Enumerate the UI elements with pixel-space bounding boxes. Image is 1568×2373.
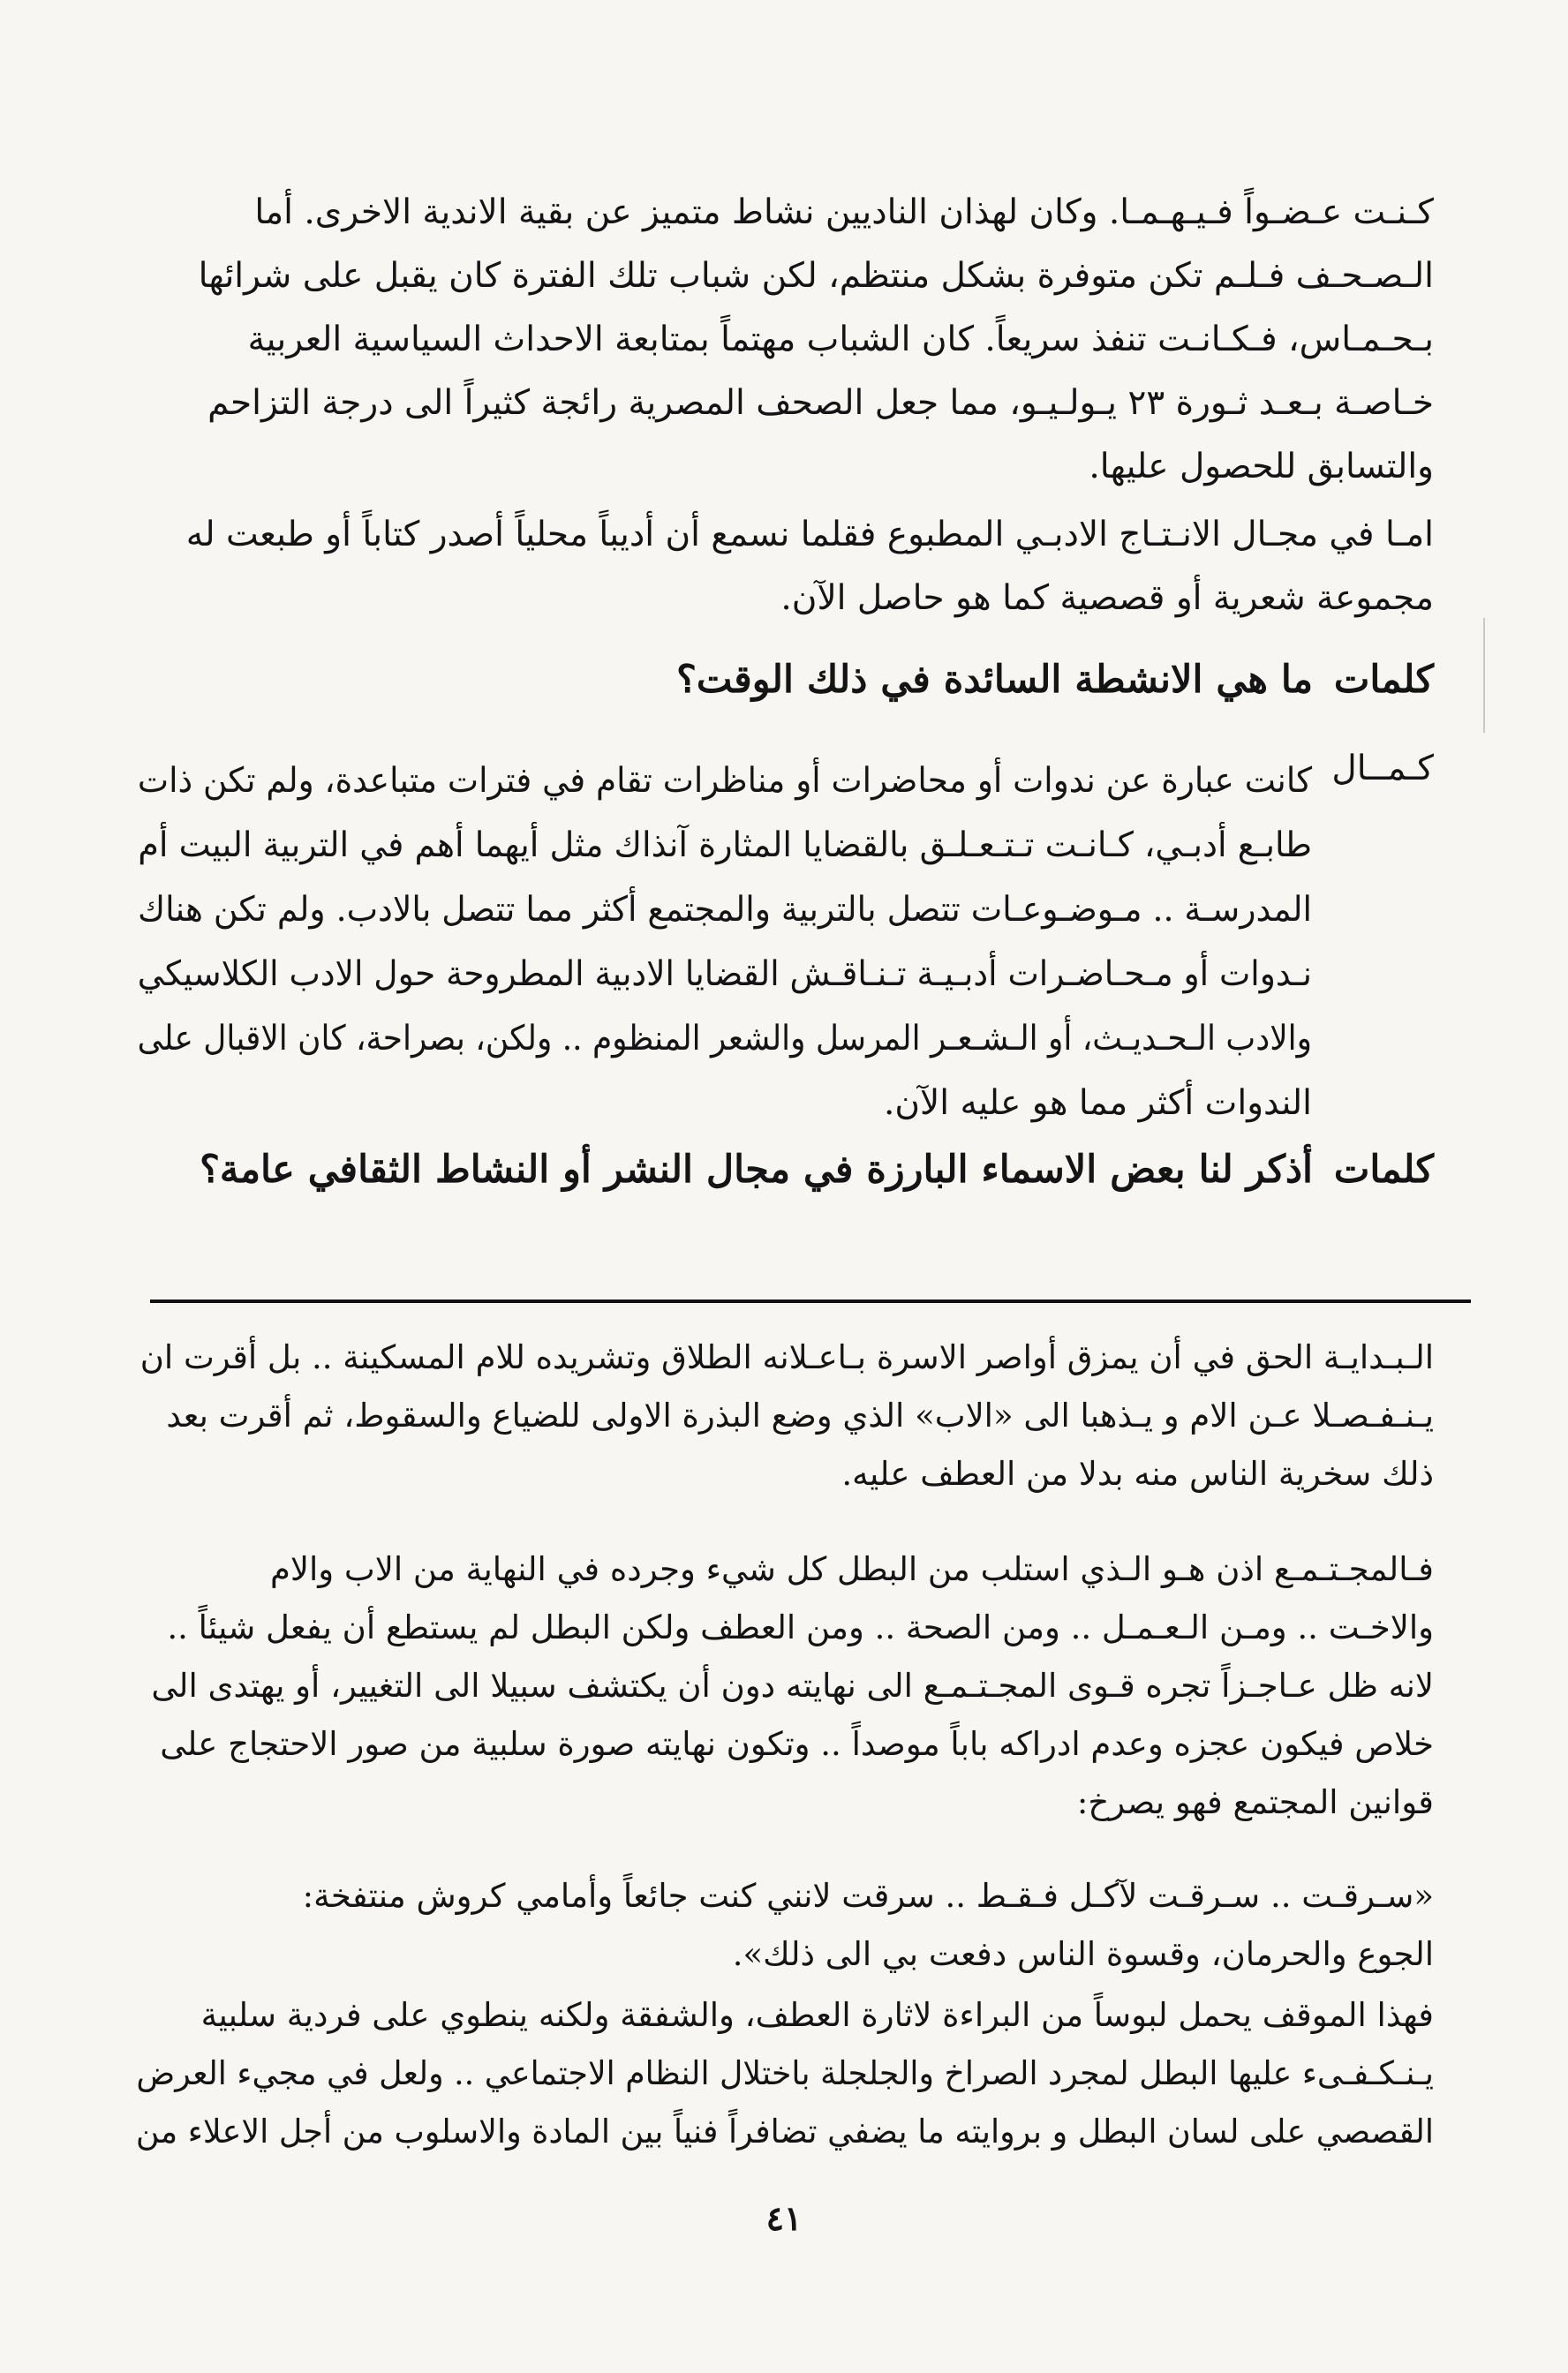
text-line: الجوع والحرمان، وقسوة الناس دفعت بي الى ذلك». [732, 1935, 1434, 1973]
speaker-label: كلمات [1333, 658, 1434, 702]
text-line: والادب الـحـديـث، أو الـشـعـر المرسل والشعر المنظوم .. ولكن، بصراحة، كان الاقبال على [137, 1019, 1312, 1058]
text-line: الندوات أكثر مما هو عليه الآن. [883, 1083, 1312, 1123]
publishing-paragraph [136, 503, 1434, 630]
text-line: الـبـدايـة الحق في أن يمزق أواصر الاسرة بـاعـلانه الطلاق وتشريده للام المسكينة .. بل أقرت ان [139, 1338, 1434, 1376]
text-line: المدرسـة .. مـوضـوعـات تتصل بالتربية والمجتمع أكثر مما تتصل بالادب. ولم تكن هناك [138, 890, 1312, 930]
page-number: ٤١ [765, 2198, 803, 2238]
text-line: لانه ظل عـاجـزاً تجره قـوى المجـتـمـع الى نهايته دون أن يكتشف سبيلا الى التغيير، أو يهتدى الى [151, 1667, 1434, 1705]
text-line: قوانين المجتمع فهو يصرخ: [1076, 1783, 1434, 1821]
text-line: امـا في مجـال الانـتـاج الادبـي المطبوع فقلما نسمع أن أديباً محلياً أصدر كتاباً أو طبعت له [185, 515, 1434, 554]
text-line: بـحـمـاس، فـكـانـت تنفذ سريعاً. كان الشباب مهتماً بمتابعة الاحداث السياسية العربية [247, 320, 1434, 359]
footnote-paragraph [136, 1986, 1434, 2161]
text-line: طابـع أدبـي، كـانـت تـتـعـلـق بالقضايا المثارة آنذاك مثل أيهما أهم في التربية البيت أم [138, 825, 1312, 865]
text-line: خـاصـة بـعـد ثـورة ٢٣ يـولـيـو، مما جعل الصحف المصرية رائجة كثيراً الى درجة التزاحم [207, 383, 1434, 423]
speaker-label: كلمات [1333, 1148, 1434, 1192]
text-line: يـنـفـصـلا عـن الام و يـذهبا الى «الاب» الذي وضع البذرة الاولى للضياع والسقوط، ثم أقرت بعد [166, 1397, 1434, 1435]
footnote-paragraph [136, 1329, 1434, 1503]
text-line: «سـرقـت .. سـرقـت لآكـل فـقـط .. سرقت لانني كنت جائعاً وأمامي كروش منتفخة: [302, 1877, 1434, 1915]
text-line: القصصي على لسان البطل و بروايته ما يضفي تضافراً فنياً بين المادة والاسلوب من أجل الاعلاء من [135, 2113, 1434, 2151]
question-2 [136, 1148, 1434, 1192]
intro-paragraph [136, 181, 1434, 499]
text-line: كانت عبارة عن ندوات أو محاضرات أو مناظرات تقام في فترات متباعدة، ولم تكن ذات [137, 761, 1312, 801]
question-1 [136, 658, 1434, 702]
text-line: ذلك سخرية الناس منه بدلا من العطف عليه. [841, 1455, 1434, 1493]
speaker-label-answer: كـمــال [1331, 749, 1434, 788]
text-line: كـنـت عـضـواً فـيـهـمـا. وكان لهذان الناديين نشاط متميز عن بقية الاندية الاخرى. أما [254, 192, 1434, 232]
text-line: نـدوات أو مـحـاضـرات أدبـيـة تـنـاقـش القضايا الادبية المطروحة حول الادب الكلاسيكي [137, 954, 1312, 994]
scan-artifact [1483, 618, 1485, 733]
text-line: فـالمجـتـمـع اذن هـو الـذي استلب من البطل كل شيء وجرده في النهاية من الاب والام [270, 1550, 1434, 1588]
text-line: يـنـكـفـىء عليها البطل لمجرد الصراخ والجلجلة باختلال النظام الاجتماعي .. ولعل في مجيء العرض [136, 2054, 1435, 2092]
text-line: خلاص فيكون عجزه وعدم ادراكه باباً موصداً .. وتكون نهايته صورة سلبية من صور الاحتجاج على [160, 1725, 1434, 1763]
text-line: مجموعة شعرية أو قصصية كما هو حاصل الآن. [780, 578, 1434, 618]
question-text: أذكر لنا بعض الاسماء البارزة في مجال النشر أو النشاط الثقافي عامة؟ [200, 1148, 1314, 1192]
footnote-divider [150, 1300, 1471, 1303]
question-text: ما هي الانشطة السائدة في ذلك الوقت؟ [676, 658, 1314, 702]
footnote-paragraph [136, 1541, 1434, 1832]
text-line: والاخـت .. ومـن الـعـمـل .. ومن الصحة .. ومن العطف ولكن البطل لم يستطع أن يفعل شيئاً .. [167, 1608, 1434, 1646]
footnote-quote [136, 1867, 1434, 1984]
text-line: فهذا الموقف يحمل لبوساً من البراءة لاثارة العطف، والشفقة ولكنه ينطوي على فردية سلبية [200, 1996, 1434, 2034]
answer-1 [138, 749, 1312, 1135]
text-line: والتسابق للحصول عليها. [1089, 447, 1434, 486]
text-line: الـصـحـف فـلـم تكن متوفرة بشكل منتظم، لكن شباب تلك الفترة كان يقبل على شرائها [198, 256, 1434, 296]
